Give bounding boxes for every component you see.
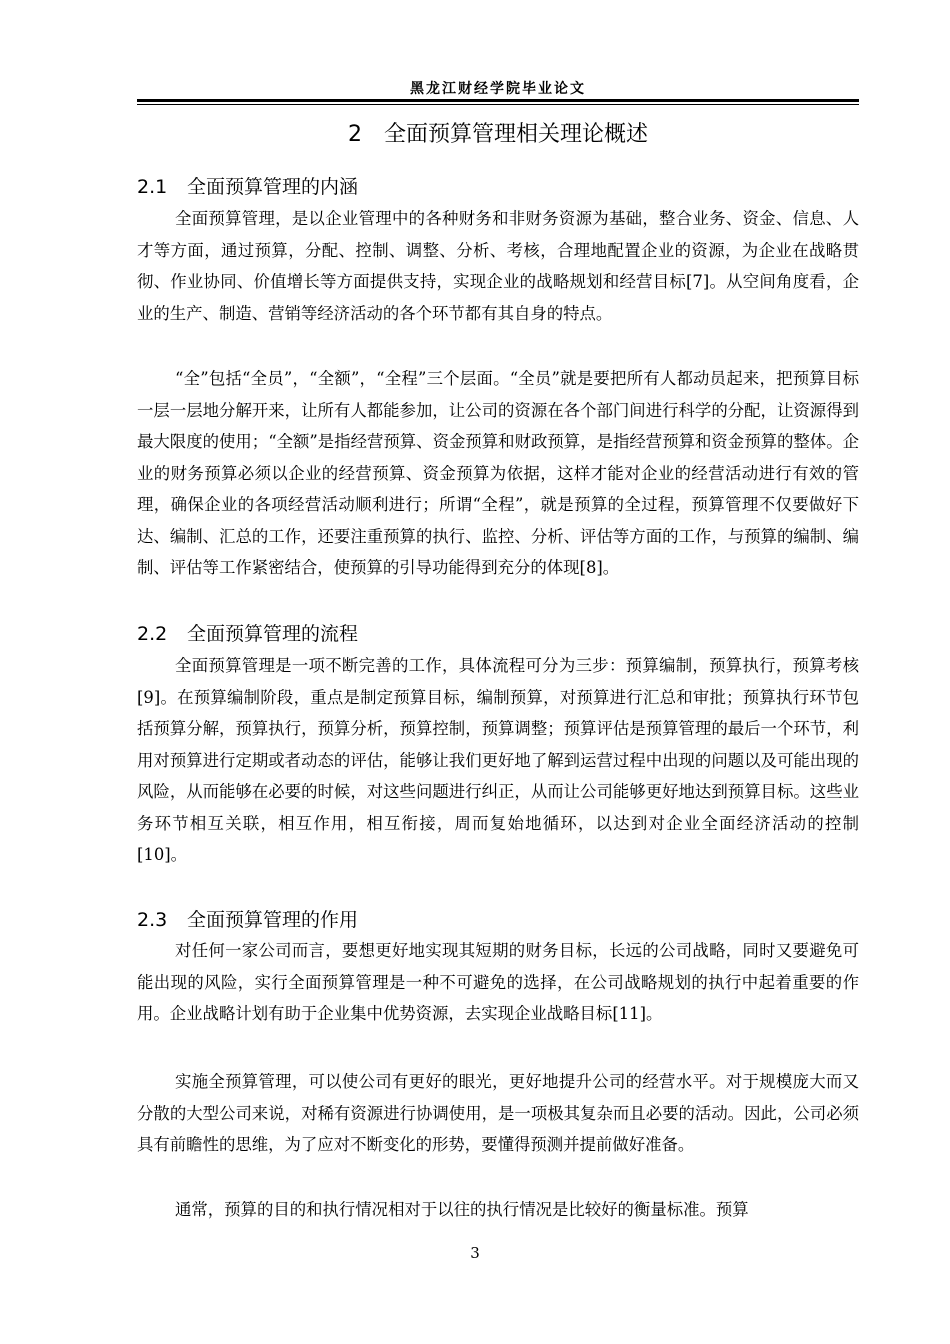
chapter-number: 2 xyxy=(347,122,362,147)
section-title: 全面预算管理的流程 xyxy=(187,623,359,645)
paragraph-4 xyxy=(137,935,859,1030)
section-title: 全面预算管理的作用 xyxy=(187,909,359,931)
paragraph-text: 全面预算管理是一项不断完善的工作，具体流程可分为三步：预算编制，预算执行，预算考核[9]。在预算编制阶段，重点是制定预算目标，编制预算，对预算进行汇总和审批；预算执行环节包括预算分解，预算执行，预算分析，预算控制，预算调整；预算评估是预算管理的最后一个环节，利用对预算进行定期或者动态的评估，能够让我们更好地了解到运营过程中出现的问题以及可能出现的风险，从而能够在必要的时候，对这些问题进行纠正，从而让公司能够更好地达到预算目标。这些业务环节相互关联，相互作用，相互衔接，周而复始地循环，以达到对企业全面经济活动的控制[10]。 xyxy=(137,656,859,864)
section-number: 2.3 xyxy=(137,909,168,931)
section-number: 2.1 xyxy=(137,176,168,198)
paragraph-text: 对任何一家公司而言，要想更好地实现其短期的财务目标，长远的公司战略，同时又要避免可能出现的风险，实行全面预算管理是一种不可避免的选择，在公司战略规划的执行中起着重要的作用。企业战略计划有助于企业集中优势资源，去实现企业战略目标[11]。 xyxy=(137,941,859,1023)
header-rule-thin xyxy=(137,104,859,105)
section-number: 2.2 xyxy=(137,623,168,645)
section-heading-2-1 xyxy=(137,172,859,199)
section-title: 全面预算管理的内涵 xyxy=(187,176,359,198)
page-number: 3 xyxy=(470,1244,480,1262)
paragraph-1 xyxy=(137,203,859,329)
paragraph-2 xyxy=(137,363,859,584)
paragraph-3 xyxy=(137,650,859,871)
paragraph-5 xyxy=(137,1066,859,1161)
chapter-title: 全面预算管理相关理论概述 xyxy=(383,122,648,147)
chapter-heading xyxy=(137,117,859,148)
paragraph-text: “全”包括“全员”，“全额”，“全程”三个层面。“全员”就是要把所有人都动员起来，把预算目标一层一层地分解开来，让所有人都能参加，让公司的资源在各个部门间进行科学的分配，让资源得到最大限度的使用；“全额”是指经营预算、资金预算和财政预算，是指经营预算和资金预算的整体。企业的财务预算必须以企业的经营预算、资金预算为依据，这样才能对企业的经营活动进行有效的管理，确保企业的各项经营活动顺利进行；所谓“全程”，就是预算的全过程，预算管理不仅要做好下达、编制、汇总的工作，还要注重预算的执行、监控、分析、评估等方面的工作，与预算的编制、编制、评估等工作紧密结合，使预算的引导功能得到充分的体现[8]。 xyxy=(137,369,859,577)
section-heading-2-2 xyxy=(137,619,859,646)
paragraph-6 xyxy=(137,1194,859,1226)
paragraph-text: 实施全预算管理，可以使公司有更好的眼光，更好地提升公司的经营水平。对于规模庞大而又分散的大型公司来说，对稀有资源进行协调使用，是一项极其复杂而且必要的活动。因此，公司必须具有前瞻性的思维，为了应对不断变化的形势，要懂得预测并提前做好准备。 xyxy=(137,1072,859,1154)
section-heading-2-3 xyxy=(137,905,859,932)
running-header: 黑龙江财经学院毕业论文 xyxy=(410,81,586,97)
paragraph-text: 通常，预算的目的和执行情况相对于以往的执行情况是比较好的衡量标准。预算 xyxy=(175,1200,749,1219)
paragraph-text: 全面预算管理，是以企业管理中的各种财务和非财务资源为基础，整合业务、资金、信息、人才等方面，通过预算，分配、控制、调整、分析、考核，合理地配置企业的资源，为企业在战略贯彻、作业协同、价值增长等方面提供支持，实现企业的战略规划和经营目标[7]。从空间角度看，企业的生产、制造、营销等经济活动的各个环节都有其自身的特点。 xyxy=(137,209,859,323)
header-rule-thick xyxy=(137,99,859,102)
